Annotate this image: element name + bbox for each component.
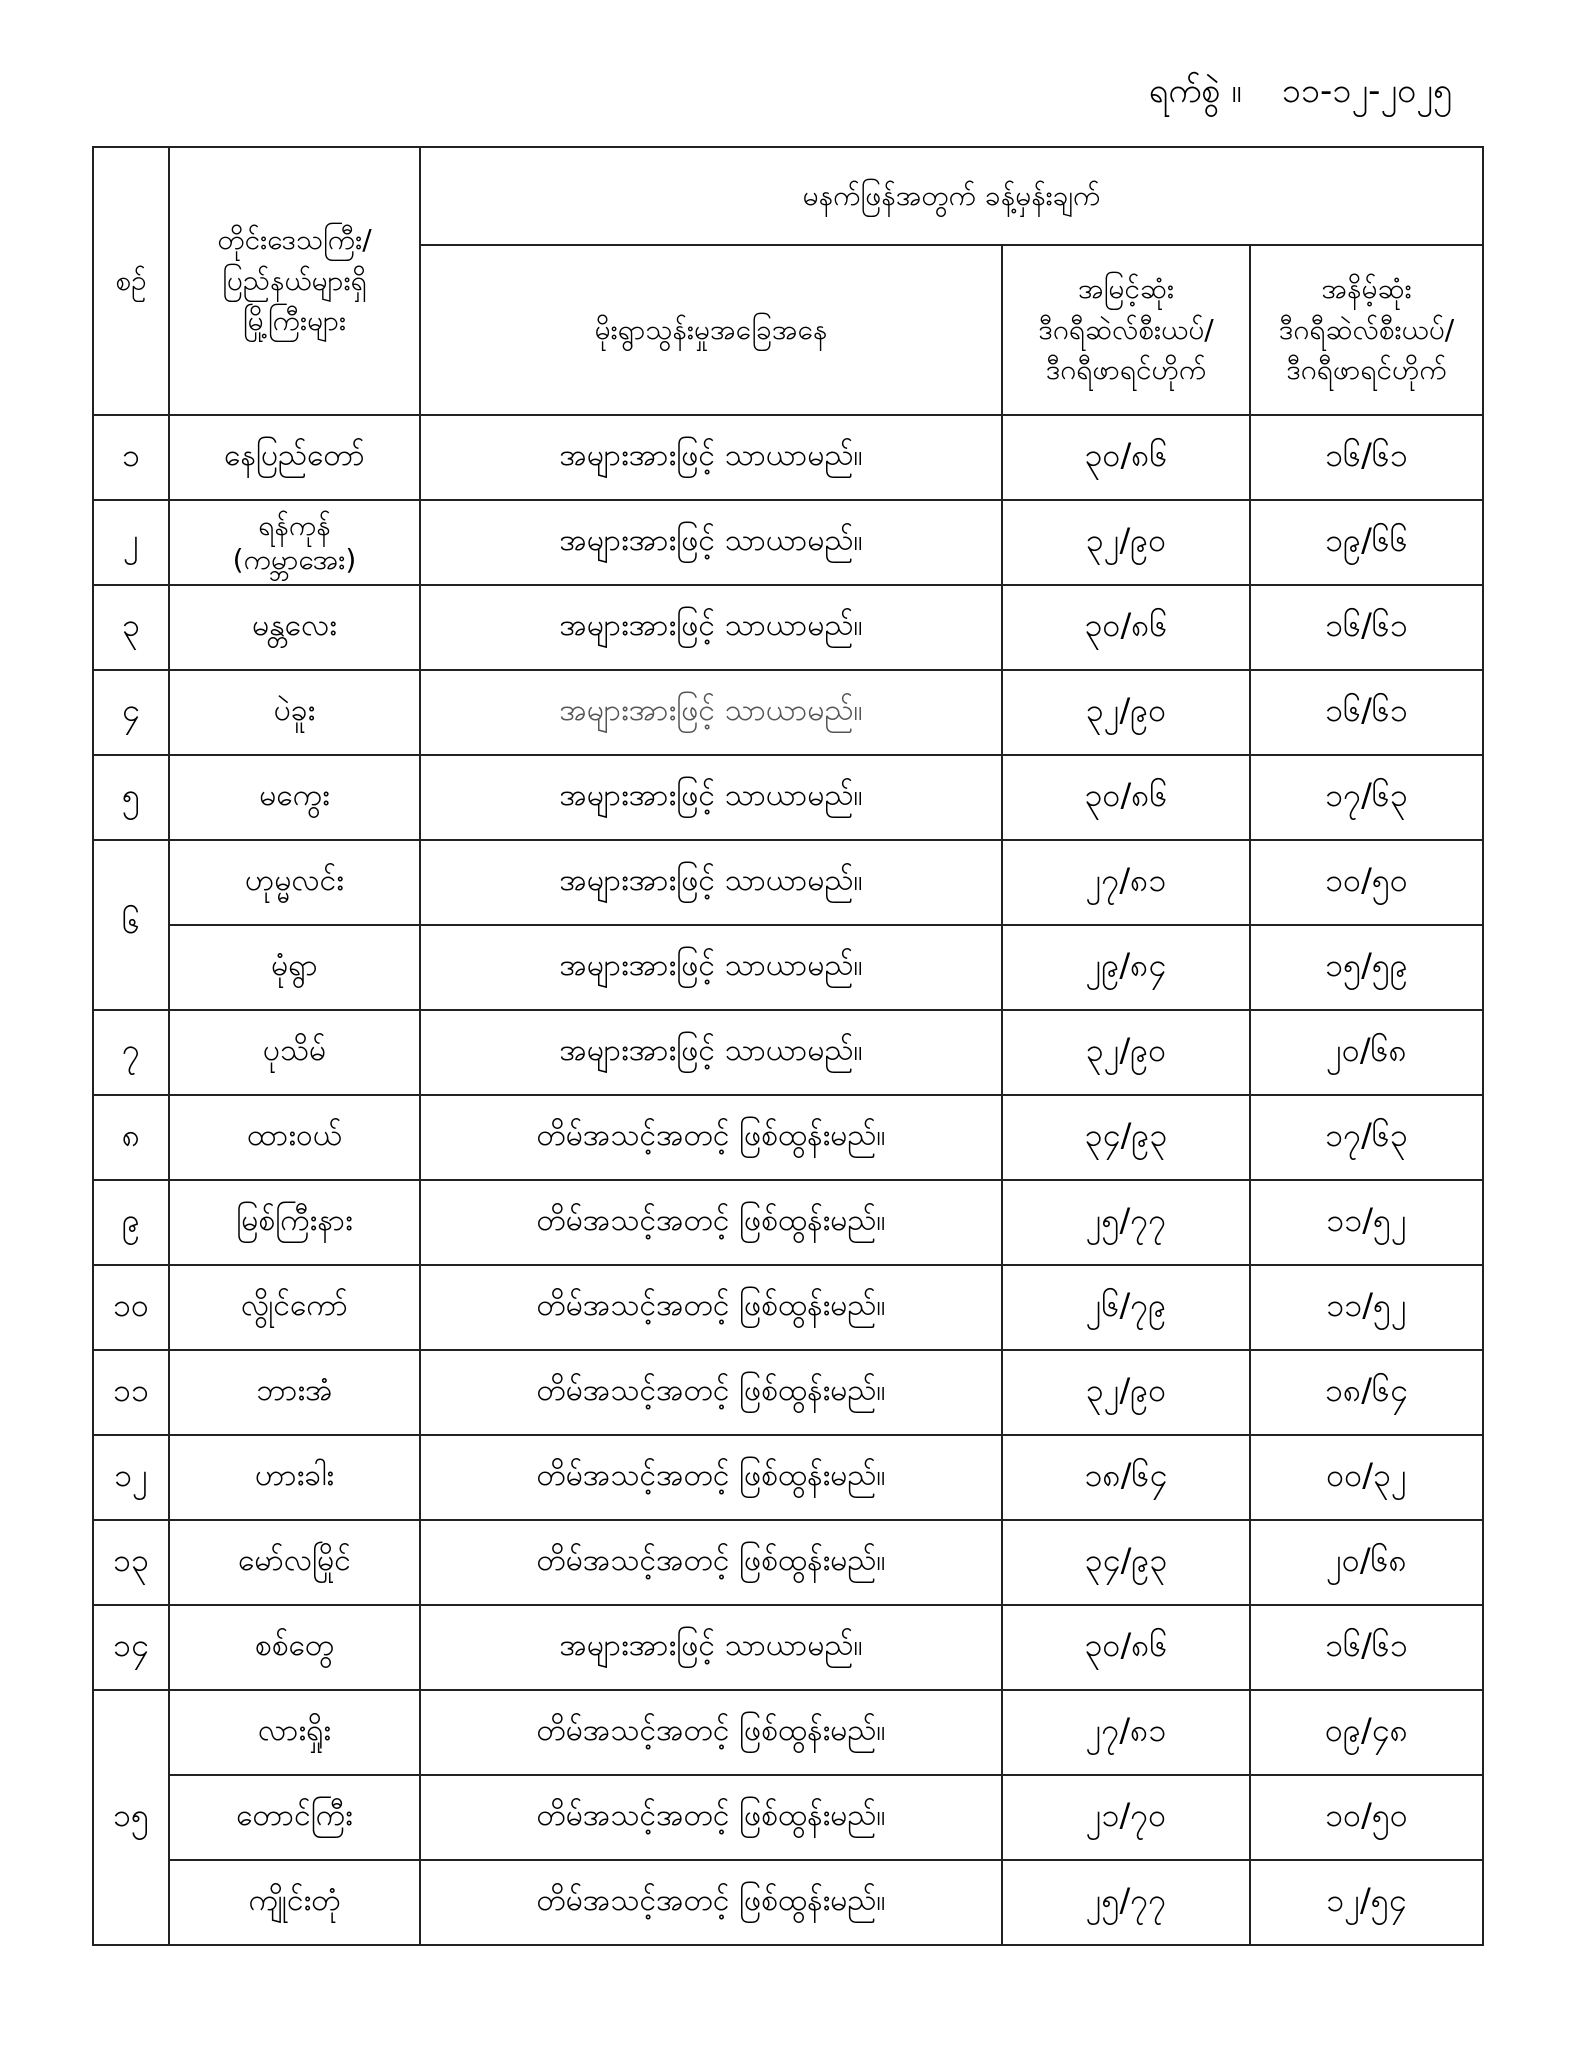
serial-cell: ၂ — [93, 500, 169, 585]
min-temp-cell: ၁၇/၆၃ — [1250, 755, 1483, 840]
condition-cell: တိမ်အသင့်အတင့် ဖြစ်ထွန်းမည်။ — [420, 1265, 1002, 1350]
min-temp-header: အနိမ့်ဆုံး ဒီဂရီဆဲလ်စီးယပ်/ ဒီဂရီဖာရင်ဟိုက် — [1250, 245, 1483, 415]
city-cell: ကျိုင်းတုံ — [169, 1860, 420, 1945]
city-cell: မုံရွာ — [169, 925, 420, 1010]
max-temp-cell: ၃၂/၉၀ — [1002, 1350, 1250, 1435]
city-cell: လားရှိုး — [169, 1690, 420, 1775]
serial-cell: ၁၀ — [93, 1265, 169, 1350]
table-row — [93, 1775, 1483, 1860]
min-temp-cell: ၁၁/၅၂ — [1250, 1180, 1483, 1265]
condition-cell: တိမ်အသင့်အတင့် ဖြစ်ထွန်းမည်။ — [420, 1435, 1002, 1520]
condition-cell: အများအားဖြင့် သာယာမည်။ — [420, 1010, 1002, 1095]
min-temp-cell: ၁၆/၆၁ — [1250, 1605, 1483, 1690]
min-temp-cell: ၁၉/၆၆ — [1250, 500, 1483, 585]
forecast-header: မနက်ဖြန်အတွက် ခန့်မှန်းချက် — [420, 147, 1483, 245]
city-cell: ဟားခါး — [169, 1435, 420, 1520]
table-row — [93, 1860, 1483, 1945]
city-cell: စစ်တွေ — [169, 1605, 420, 1690]
max-temp-header: အမြင့်ဆုံး ဒီဂရီဆဲလ်စီးယပ်/ ဒီဂရီဖာရင်ဟိုက် — [1002, 245, 1250, 415]
serial-cell: ၈ — [93, 1095, 169, 1180]
condition-cell: တိမ်အသင့်အတင့် ဖြစ်ထွန်းမည်။ — [420, 1520, 1002, 1605]
max-temp-cell: ၂၆/၇၉ — [1002, 1265, 1250, 1350]
min-temp-cell: ၁၆/၆၁ — [1250, 670, 1483, 755]
min-temp-cell: ၁၀/၅၀ — [1250, 840, 1483, 925]
min-temp-cell: ၀၀/၃၂ — [1250, 1435, 1483, 1520]
table-row — [93, 755, 1483, 840]
date-value: ၁၁-၁၂-၂၀၂၅ — [1281, 71, 1452, 111]
max-temp-cell: ၃၀/၈၆ — [1002, 1605, 1250, 1690]
header-row — [93, 147, 1483, 245]
serial-cell: ၅ — [93, 755, 169, 840]
condition-cell: တိမ်အသင့်အတင့် ဖြစ်ထွန်းမည်။ — [420, 1775, 1002, 1860]
max-temp-cell: ၃၀/၈၆ — [1002, 415, 1250, 500]
table-row — [93, 670, 1483, 755]
table-row — [93, 1350, 1483, 1435]
city-cell: နေပြည်တော် — [169, 415, 420, 500]
condition-cell: တိမ်အသင့်အတင့် ဖြစ်ထွန်းမည်။ — [420, 1095, 1002, 1180]
condition-cell: အများအားဖြင့် သာယာမည်။ — [420, 415, 1002, 500]
table-row — [93, 1265, 1483, 1350]
serial-cell: ၁ — [93, 415, 169, 500]
table-row — [93, 500, 1483, 585]
condition-cell: အများအားဖြင့် သာယာမည်။ — [420, 1605, 1002, 1690]
min-temp-cell: ၂၀/၆၈ — [1250, 1520, 1483, 1605]
condition-cell: အများအားဖြင့် သာယာမည်။ — [420, 840, 1002, 925]
table-row — [93, 1520, 1483, 1605]
table-row — [93, 925, 1483, 1010]
serial-cell: ၁၄ — [93, 1605, 169, 1690]
serial-cell: ၁၂ — [93, 1435, 169, 1520]
city-cell: ပုသိမ် — [169, 1010, 420, 1095]
max-temp-cell: ၂၉/၈၄ — [1002, 925, 1250, 1010]
city-cell: ပဲခူး — [169, 670, 420, 755]
city-cell: လွိုင်ကော် — [169, 1265, 420, 1350]
table-row — [93, 1690, 1483, 1775]
min-temp-cell: ၁၀/၅၀ — [1250, 1775, 1483, 1860]
serial-cell: ၁၅ — [93, 1690, 169, 1945]
min-temp-cell: ၀၉/၄၈ — [1250, 1690, 1483, 1775]
city-cell: ရန်ကုန် (ကမ္ဘာအေး) — [169, 500, 420, 585]
min-temp-cell: ၁၅/၅၉ — [1250, 925, 1483, 1010]
condition-cell: အများအားဖြင့် သာယာမည်။ — [420, 670, 1002, 755]
max-temp-cell: ၃၂/၉၀ — [1002, 1010, 1250, 1095]
serial-cell: ၃ — [93, 585, 169, 670]
max-temp-cell: ၃၀/၈၆ — [1002, 755, 1250, 840]
condition-cell: တိမ်အသင့်အတင့် ဖြစ်ထွန်းမည်။ — [420, 1690, 1002, 1775]
date-line — [1149, 68, 1452, 119]
city-cell: မကွေး — [169, 755, 420, 840]
serial-cell: ၁၁ — [93, 1350, 169, 1435]
max-temp-cell: ၁၈/၆၄ — [1002, 1435, 1250, 1520]
min-temp-cell: ၁၂/၅၄ — [1250, 1860, 1483, 1945]
serial-cell: ၁၃ — [93, 1520, 169, 1605]
condition-cell: တိမ်အသင့်အတင့် ဖြစ်ထွန်းမည်။ — [420, 1180, 1002, 1265]
max-temp-cell: ၃၀/၈၆ — [1002, 585, 1250, 670]
city-cell: ထားဝယ် — [169, 1095, 420, 1180]
max-temp-cell: ၃၂/၉၀ — [1002, 670, 1250, 755]
table-row — [93, 1605, 1483, 1690]
table-row — [93, 585, 1483, 670]
serial-cell: ၇ — [93, 1010, 169, 1095]
serial-cell: ၉ — [93, 1180, 169, 1265]
city-cell: မြစ်ကြီးနား — [169, 1180, 420, 1265]
table-row — [93, 1435, 1483, 1520]
serial-header: စဉ် — [93, 147, 169, 415]
min-temp-cell: ၁၆/၆၁ — [1250, 415, 1483, 500]
city-cell: ဘားအံ — [169, 1350, 420, 1435]
condition-cell: တိမ်အသင့်အတင့် ဖြစ်ထွန်းမည်။ — [420, 1860, 1002, 1945]
condition-cell: အများအားဖြင့် သာယာမည်။ — [420, 500, 1002, 585]
max-temp-cell: ၂၅/၇၇ — [1002, 1180, 1250, 1265]
condition-cell: အများအားဖြင့် သာယာမည်။ — [420, 585, 1002, 670]
table-row — [93, 1180, 1483, 1265]
min-temp-cell: ၁၈/၆၄ — [1250, 1350, 1483, 1435]
condition-header: မိုးရွာသွန်းမှုအခြေအနေ — [420, 245, 1002, 415]
condition-cell: တိမ်အသင့်အတင့် ဖြစ်ထွန်းမည်။ — [420, 1350, 1002, 1435]
city-header: တိုင်းဒေသကြီး/ ပြည်နယ်များရှိ မြို့ကြီးများ — [169, 147, 420, 415]
max-temp-cell: ၂၅/၇၇ — [1002, 1860, 1250, 1945]
max-temp-cell: ၂၁/၇၀ — [1002, 1775, 1250, 1860]
condition-cell: အများအားဖြင့် သာယာမည်။ — [420, 925, 1002, 1010]
serial-cell: ၆ — [93, 840, 169, 1010]
table-row — [93, 840, 1483, 925]
max-temp-cell: ၂၇/၈၁ — [1002, 1690, 1250, 1775]
table-row — [93, 1010, 1483, 1095]
city-cell: မန္တလေး — [169, 585, 420, 670]
table-row — [93, 1095, 1483, 1180]
table-row — [93, 415, 1483, 500]
weather-forecast-table — [92, 146, 1484, 1946]
date-label: ရက်စွဲ ။ — [1148, 71, 1242, 111]
city-cell: ဟုမ္မလင်း — [169, 840, 420, 925]
min-temp-cell: ၁၆/၆၁ — [1250, 585, 1483, 670]
min-temp-cell: ၂၀/၆၈ — [1250, 1010, 1483, 1095]
min-temp-cell: ၁၇/၆၃ — [1250, 1095, 1483, 1180]
max-temp-cell: ၃၂/၉၀ — [1002, 500, 1250, 585]
min-temp-cell: ၁၁/၅၂ — [1250, 1265, 1483, 1350]
max-temp-cell: ၃၄/၉၃ — [1002, 1095, 1250, 1180]
city-cell: တောင်ကြီး — [169, 1775, 420, 1860]
serial-cell: ၄ — [93, 670, 169, 755]
max-temp-cell: ၃၄/၉၃ — [1002, 1520, 1250, 1605]
condition-cell: အများအားဖြင့် သာယာမည်။ — [420, 755, 1002, 840]
max-temp-cell: ၂၇/၈၁ — [1002, 840, 1250, 925]
city-cell: မော်လမြိုင် — [169, 1520, 420, 1605]
